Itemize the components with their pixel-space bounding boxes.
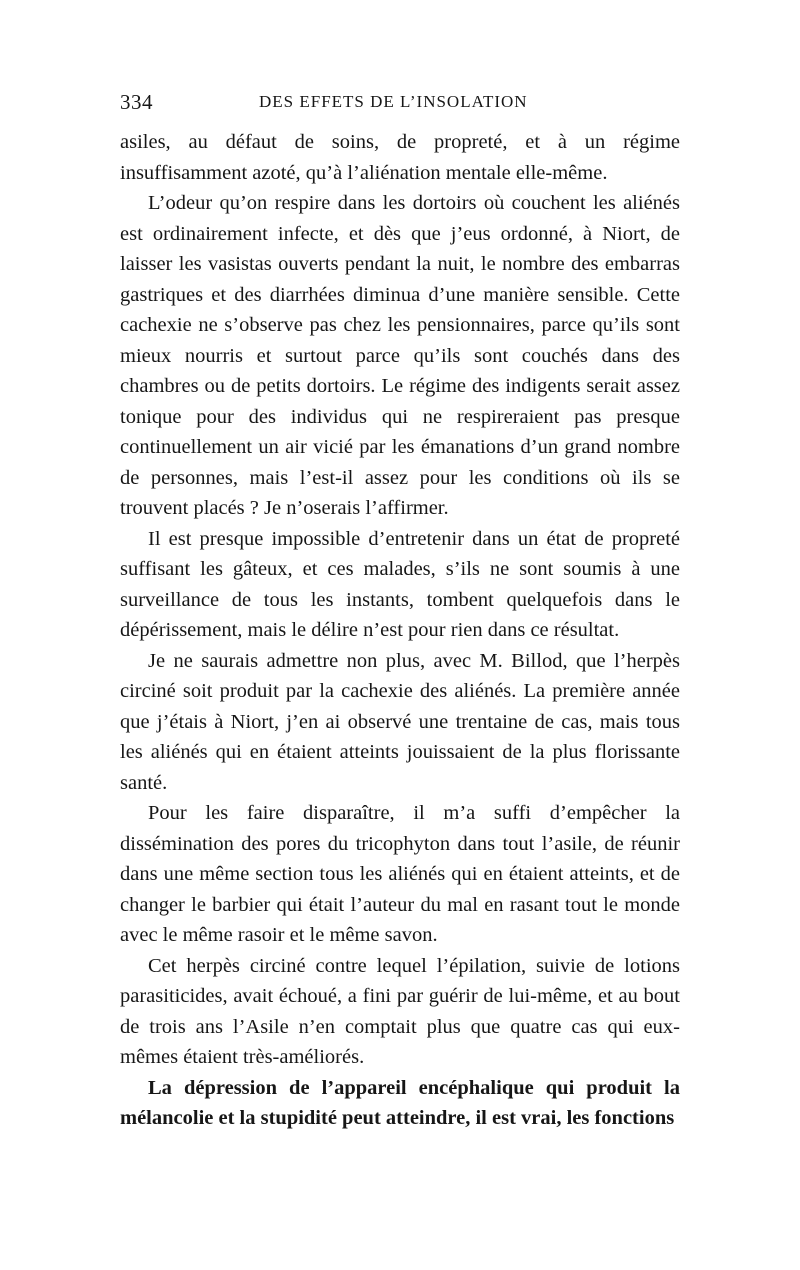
paragraph-depression: La dépression de l’appareil encéphalique qui produit la mélancolie et la stupidité peut atteindre, il est vrai, les fonctions (120, 1076, 680, 1129)
running-head (120, 90, 680, 120)
paragraph-epilation: Cet herpès circiné contre lequel l’épilation, suivie de lotions parasiticides, avait échoué, a fini par guérir de lui-même, et au bout de trois ans l’Asile n’en comptait plus que quatre cas qui eux-mêmes étaient très-améliorés. (120, 954, 680, 1068)
page-number: 334 (120, 90, 153, 114)
paragraph-odeur-dortoirs: L’odeur qu’on respire dans les dortoirs où couchent les aliénés est ordinairement infecte, et dès que j’eus ordonné, à Niort, de laisser les vasistas ouverts pendant la nuit, le nombre des embarras gastriques et des diarrhées diminua d’une manière sensible. Cette cachexie ne s’observe pas chez les pensionnaires, parce qu’ils sont mieux nourris et surtout parce qu’ils sont couchés dans des chambres ou de petits dortoirs. Le régime des indigents serait assez tonique pour des individus qui ne respireraient pas presque continuellement un air vicié par les émanations d’un grand nombre de personnes, mais l’est-il assez pour les conditions où ils se trouvent placés ? Je n’oserais l’affirmer. (120, 192, 680, 519)
paragraph-tricophyton: Pour les faire disparaître, il m’a suffi d’empêcher la dissémination des pores du tricophyton dans tout l’asile, de réunir dans une même section tous les aliénés qui en étaient atteints, et de changer le barbier qui était l’auteur du mal en rasant tout le monde avec le même rasoir et le même savon. (120, 802, 680, 946)
body-text (120, 127, 680, 1134)
paragraph-gateux: Il est presque impossible d’entretenir dans un état de propreté suffisant les gâteux, et ces malades, s’ils ne sont soumis à une surveillance de tous les instants, tombent quelquefois dans le dépérissement, mais le délire n’est pour rien dans ce résultat. (120, 527, 680, 641)
paragraph-continuation: asiles, au défaut de soins, de propreté, et à un régime insuffisamment azoté, qu’à l’aliénation mentale elle-même. (120, 131, 680, 184)
running-title: DES EFFETS DE L’INSOLATION (259, 92, 528, 111)
paragraph-herpes-cachexie: Je ne saurais admettre non plus, avec M. Billod, que l’herpès circiné soit produit par la cachexie des aliénés. La première année que j’étais à Niort, j’en ai observé une trentaine de cas, mais tous les aliénés qui en étaient atteints jouissaient de la plus florissante santé. (120, 649, 680, 794)
